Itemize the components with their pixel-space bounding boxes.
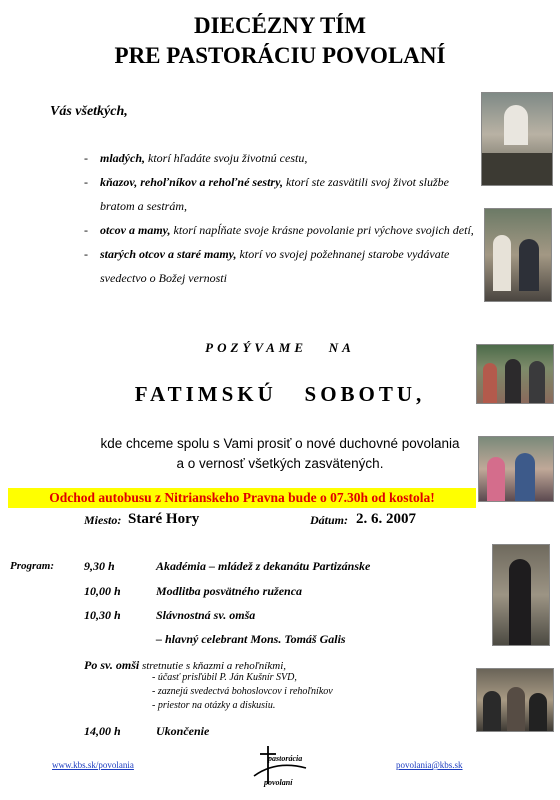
photo-speaker	[484, 208, 552, 302]
list-item: - otcov a mamy, ktorí napĺňate svoje krásne povolanie pri výchove svojich detí,	[84, 223, 474, 237]
purpose-line-2: a o vernosť všetkých zasvätených.	[176, 456, 384, 471]
after-mass-point: - účasť prisľúbil P. Ján Kušnír SVD,	[152, 672, 297, 683]
after-mass-point: - priestor na otázky a diskusiu.	[152, 700, 276, 711]
purpose-line-1: kde chceme spolu s Vami prosiť o nové duchovné povolania	[100, 436, 460, 451]
place-value: Staré Hory	[128, 511, 200, 527]
after-mass-point: - zaznejú svedectvá bohoslovcov i rehoľníkov	[152, 686, 333, 697]
photo-crowd	[478, 436, 554, 502]
title-line-2: PRE PASTORÁCIU POVOLANÍ	[114, 43, 446, 68]
email-link[interactable]: povolania@kbs.sk	[396, 760, 463, 770]
program-item: Ukončenie	[156, 724, 210, 738]
greeting: Vás všetkých,	[50, 104, 128, 119]
program-time: 9,30 h	[84, 559, 115, 573]
celebrant-note: – hlavný celebrant Mons. Tomáš Galis	[156, 632, 346, 646]
program-item: Modlitba posvätného ruženca	[156, 584, 303, 598]
after-mass: Po sv. omši stretnutie s kňazmi a rehoľníkmi,	[84, 658, 286, 672]
list-item: - kňazov, rehoľníkov a rehoľné sestry, ktorí ste zasvätili svoj život službe bratom a sestrám,	[84, 175, 449, 213]
photo-nuns	[476, 344, 554, 404]
date-label: Dátum:	[310, 513, 349, 527]
program-item: Akadémia – mládež z dekanátu Partizánske	[156, 559, 371, 573]
invite-heading: POZÝVAME NA	[205, 340, 355, 355]
logo-text-1: pastorácia	[268, 754, 303, 763]
audience-list	[84, 146, 476, 290]
title-line-1: DIECÉZNY TÍM	[194, 13, 366, 38]
program-label: Program:	[10, 560, 54, 572]
program-time: 10,00 h	[84, 584, 121, 598]
program-time: 10,30 h	[84, 608, 121, 622]
event-title: FATIMSKÚ SOBOTU,	[134, 382, 426, 406]
date-value: 2. 6. 2007	[356, 511, 416, 527]
place-label: Miesto:	[84, 513, 122, 527]
program-item: Slávnostná sv. omša	[156, 608, 256, 622]
logo-text-2: povolaní	[264, 778, 293, 787]
pastoracia-logo	[246, 742, 314, 792]
list-item: - starých otcov a staré mamy, ktorí vo svojej požehnanej starobe vydávate svedectvo o Božej vernosti	[84, 247, 450, 285]
bus-notice: Odchod autobusu z Nitrianskeho Pravna bude o 07.30h od kostola!	[8, 488, 476, 508]
photo-shrine	[481, 92, 553, 186]
photo-discussion	[476, 668, 554, 732]
list-item: - mladých, ktorí hľadáte svoju životnú cestu,	[84, 151, 308, 165]
website-link[interactable]: www.kbs.sk/povolania	[52, 760, 134, 770]
photo-priest	[492, 544, 550, 646]
program-time: 14,00 h	[84, 724, 121, 738]
